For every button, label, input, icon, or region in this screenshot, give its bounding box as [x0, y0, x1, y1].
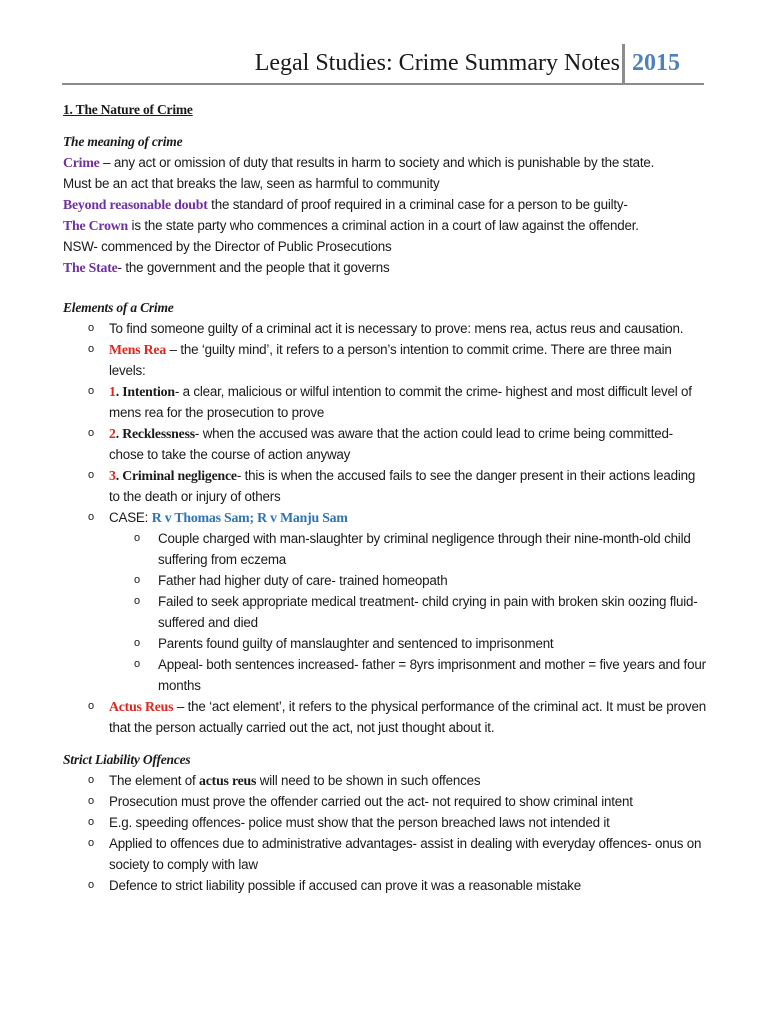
list-item: o To find someone guilty of a criminal act it is necessary to prove: mens rea, actus reus and causation. — [63, 318, 708, 339]
definition-text: - the government and the people that it governs — [117, 260, 390, 275]
header-rule — [62, 83, 704, 85]
bullet-icon: o — [134, 574, 140, 586]
section-title: 1. The Nature of Crime — [63, 102, 193, 117]
term-mens-rea: Mens Rea — [109, 342, 167, 357]
list-item: o Parents found guilty of manslaughter and sentenced to imprisonment — [63, 633, 708, 654]
definition-crime — [63, 152, 708, 173]
case-points-list — [63, 528, 708, 696]
bullet-icon: o — [88, 795, 94, 807]
term-actus-reus: Actus Reus — [109, 699, 174, 714]
definition-the-state — [63, 257, 708, 278]
level-number: 3 — [109, 468, 116, 483]
level-number: 1 — [109, 384, 116, 399]
bullet-icon: o — [88, 879, 94, 891]
header-divider — [622, 44, 625, 84]
bullet-icon: o — [88, 385, 94, 397]
elements-list — [63, 318, 708, 528]
bullet-icon: o — [134, 595, 140, 607]
bullet-icon: o — [88, 511, 94, 523]
bullet-icon: o — [134, 658, 140, 670]
definition-text: – any act or omission of duty that results in harm to society and which is punishable by the state. — [99, 155, 655, 170]
bullet-icon: o — [88, 322, 94, 334]
term-recklessness: . Recklessness — [115, 426, 195, 441]
subheading-elements-of-crime: Elements of a Crime — [63, 300, 174, 315]
bullet-icon: o — [134, 637, 140, 649]
term-criminal-negligence: . Criminal negligence — [115, 468, 237, 483]
bullet-icon: o — [88, 774, 94, 786]
document-year: 2015 — [632, 50, 680, 76]
list-item: o Couple charged with man-slaughter by criminal negligence through their nine-month-old child suffering from eczema — [63, 528, 708, 570]
subheading-strict-liability: Strict Liability Offences — [63, 752, 191, 767]
bullet-icon: o — [88, 837, 94, 849]
list-item: o Failed to seek appropriate medical treatment- child crying in pain with broken skin oozing fluid- suffered and died — [63, 591, 708, 633]
strict-liability-list — [63, 770, 708, 896]
bullet-icon: o — [88, 700, 94, 712]
definition-beyond-reasonable-doubt — [63, 194, 708, 215]
list-item: o Father had higher duty of care- trained homeopath — [63, 570, 708, 591]
list-item: o E.g. speeding offences- police must show that the person breached laws not intended it — [63, 812, 708, 833]
level-number: 2 — [109, 426, 116, 441]
list-item — [63, 507, 708, 528]
definition-the-crown — [63, 215, 708, 236]
paragraph-line: Must be an act that breaks the law, seen as harmful to community — [63, 176, 440, 191]
elements-list-continued — [63, 696, 708, 738]
term-beyond-reasonable-doubt: Beyond reasonable doubt — [63, 197, 208, 212]
definition-text: the standard of proof required in a criminal case for a person to be guilty- — [207, 197, 628, 212]
list-item: o 2. Recklessness- when the accused was aware that the action could lead to crime being committed- chose to take the course of action anyway — [63, 423, 708, 465]
list-item: o 3. Criminal negligence- this is when the accused fails to see the danger present in their actions leading to the death or injury of others — [63, 465, 708, 507]
bullet-icon: o — [88, 343, 94, 355]
term-the-crown: The Crown — [63, 218, 129, 233]
subheading-meaning-of-crime: The meaning of crime — [63, 134, 183, 149]
case-label: CASE: — [109, 510, 152, 525]
term-crime: Crime — [63, 155, 100, 170]
bullet-icon: o — [88, 816, 94, 828]
case-name: R v Thomas Sam; R v Manju Sam — [151, 510, 348, 525]
list-item: o Appeal- both sentences increased- father = 8yrs imprisonment and mother = five years and four months — [63, 654, 708, 696]
list-item: o Defence to strict liability possible if accused can prove it was a reasonable mistake — [63, 875, 708, 896]
bullet-icon: o — [88, 427, 94, 439]
term-the-state: The State — [63, 260, 118, 275]
document-title: Legal Studies: Crime Summary Notes — [254, 50, 620, 76]
paragraph-line: NSW- commenced by the Director of Public Prosecutions — [63, 239, 392, 254]
list-item: o Applied to offences due to administrative advantages- assist in dealing with everyday offences- onus on society to comply with law — [63, 833, 708, 875]
document-body — [63, 100, 708, 896]
term-intention: . Intention — [115, 384, 175, 399]
list-item: o 1. Intention- a clear, malicious or wilful intention to commit the crime- highest and most difficult level of mens rea for the prosecution to prove — [63, 381, 708, 423]
list-item: o Prosecution must prove the offender carried out the act- not required to show criminal intent — [63, 791, 708, 812]
page-header — [62, 44, 704, 84]
list-item: o The element of actus reus will need to be shown in such offences — [63, 770, 708, 791]
bullet-icon: o — [134, 532, 140, 544]
term-actus-reus-bold: actus reus — [199, 773, 257, 788]
bullet-icon: o — [88, 469, 94, 481]
list-item: o Mens Rea – the ‘guilty mind’, it refers to a person’s intention to commit crime. There are three main levels: — [63, 339, 708, 381]
list-item: o Actus Reus – the ‘act element’, it refers to the physical performance of the criminal act. It must be proven that the person actually carried out the act, not just thought about it. — [63, 696, 708, 738]
definition-text: is the state party who commences a criminal action in a court of law against the offender. — [128, 218, 639, 233]
